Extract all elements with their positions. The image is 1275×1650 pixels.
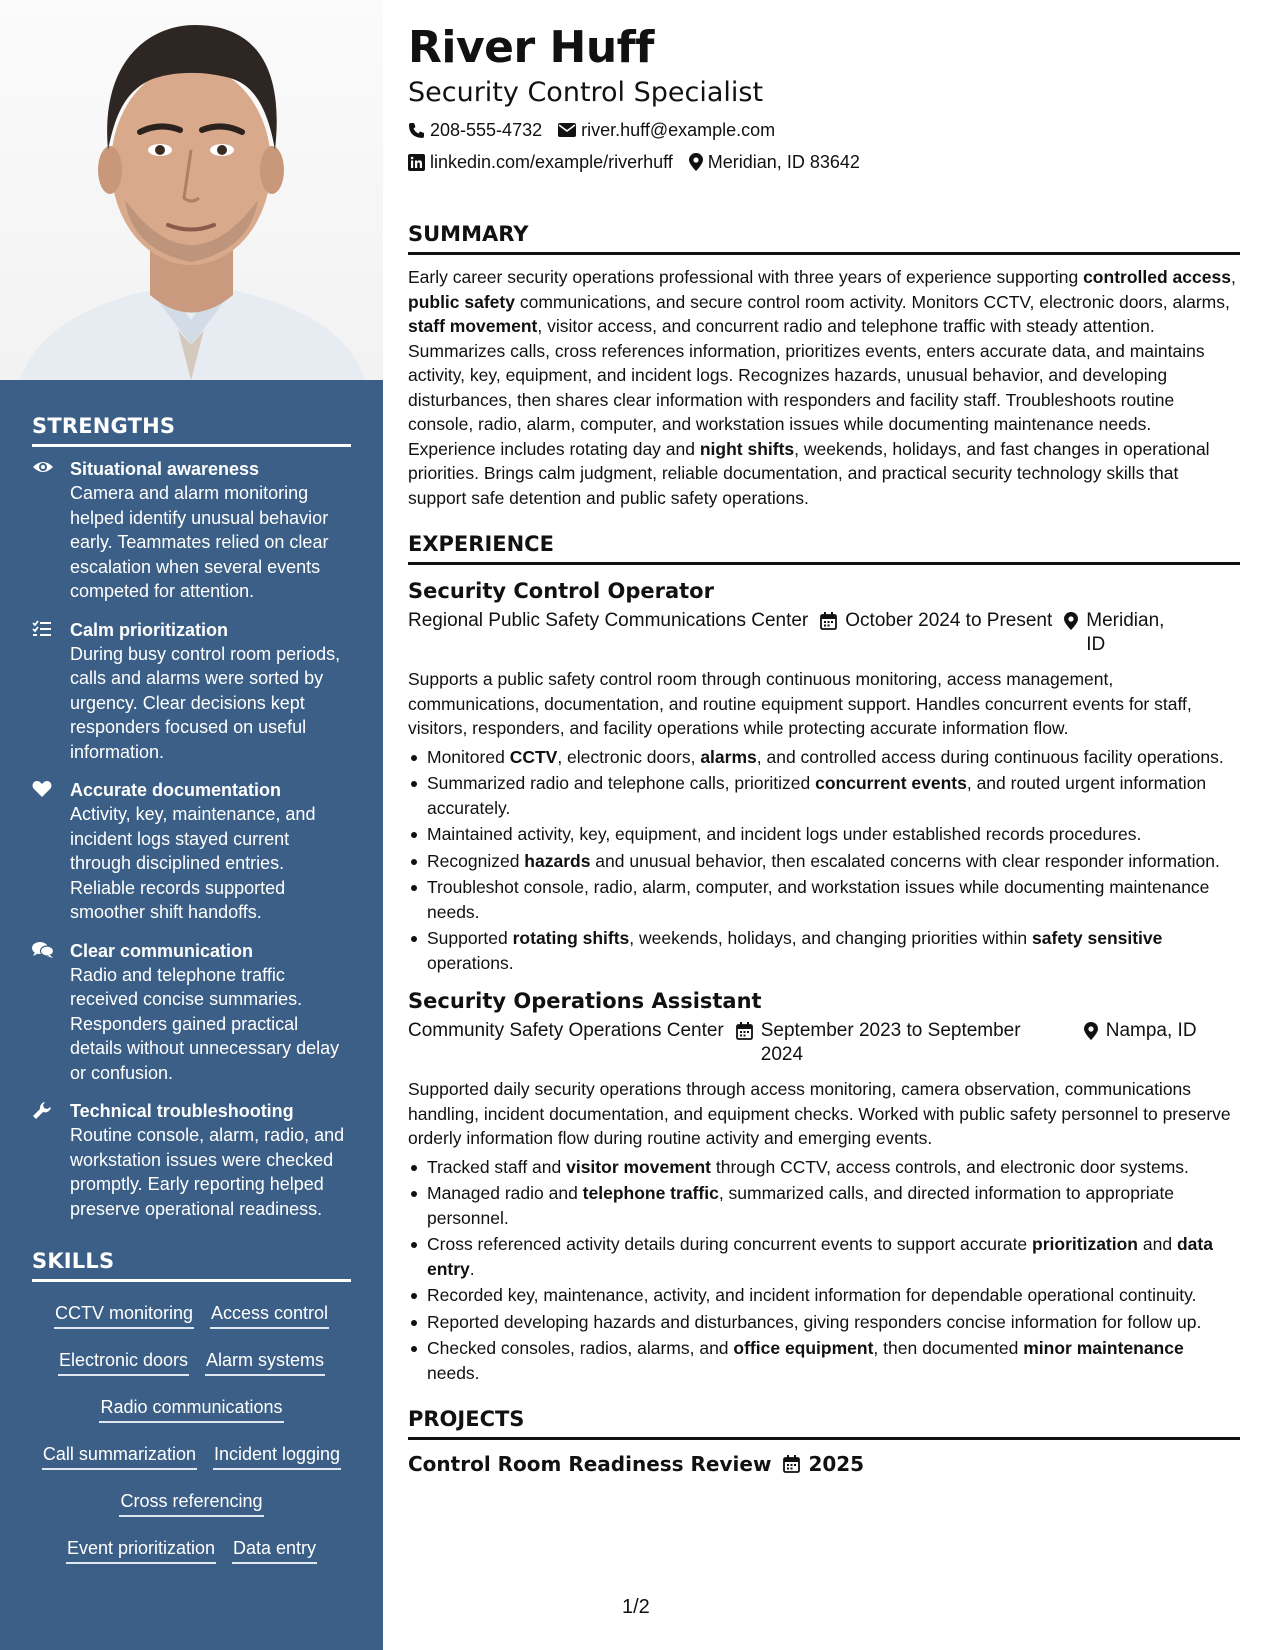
summary-heading: SUMMARY bbox=[408, 222, 1240, 255]
bullet-text-segment: , electronic doors, bbox=[557, 746, 701, 767]
bullet-text-segment: Recognized bbox=[427, 850, 525, 871]
job-org: Community Safety Operations Center bbox=[408, 1020, 724, 1041]
contact-row bbox=[408, 118, 1240, 142]
map-pin-icon bbox=[1064, 612, 1078, 630]
bullet-text-segment: Maintained activity, key, equipment, and incident logs under established records procedures. bbox=[427, 824, 1142, 844]
job-title: Security Operations Assistant bbox=[408, 989, 762, 1013]
phone-contact[interactable] bbox=[408, 118, 542, 142]
bullet-item bbox=[408, 1336, 1240, 1385]
job-date bbox=[736, 1019, 1056, 1067]
job-org: Regional Public Safety Communications Center bbox=[408, 610, 809, 631]
calendar-icon bbox=[736, 1022, 753, 1040]
bullet-text-segment: operations. bbox=[427, 952, 514, 973]
strength-text: Routine console, alarm, radio, and workstation issues were checked promptly. Early reporting helped preserve operational readiness. bbox=[70, 1125, 345, 1219]
strength-title: Accurate documentation bbox=[70, 780, 282, 800]
summary-text-segment: , bbox=[1230, 267, 1236, 287]
bullet-text-segment: Managed radio and bbox=[427, 1183, 583, 1203]
bullet-text-bold: safety sensitive bbox=[1032, 928, 1163, 948]
summary-text-bold: controlled access bbox=[1083, 267, 1231, 287]
bullet-text-bold: CCTV bbox=[509, 746, 558, 767]
bullet-text-segment: Troubleshot console, radio, alarm, computer, and workstation issues while documenting maintenance needs. bbox=[427, 877, 1210, 922]
calendar-icon bbox=[820, 612, 837, 630]
job-bullets bbox=[408, 745, 1240, 976]
bullet-text-segment: , then documented bbox=[873, 1338, 1024, 1358]
job-date bbox=[820, 609, 1052, 657]
bullet-text-segment: Summarized radio and telephone calls, prioritized bbox=[427, 773, 816, 793]
job-meta bbox=[408, 609, 1240, 657]
bullet-text-segment: Cross referenced activity details during concurrent events to support accurate bbox=[427, 1234, 1033, 1254]
job-location bbox=[1064, 609, 1182, 657]
skill-tag: Radio communications bbox=[99, 1395, 283, 1423]
skill-tag: Data entry bbox=[232, 1536, 317, 1564]
summary-text-bold: public safety bbox=[408, 291, 515, 312]
comments-icon bbox=[32, 939, 70, 1086]
skills-list bbox=[32, 1294, 351, 1576]
bullet-text-segment: , weekends, holidays, and changing priorities within bbox=[629, 928, 1033, 948]
skill-tag: CCTV monitoring bbox=[54, 1301, 194, 1329]
contact-row bbox=[408, 150, 1240, 174]
skill-tag: Alarm systems bbox=[205, 1348, 325, 1376]
candidate-name: River Huff bbox=[408, 22, 654, 73]
job-description: Supported daily security operations through access monitoring, camera observation, communications handling, incident documentation, and equipment checks. Worked with public safety personnel to preserve orderly information flow during routine activity and emerging events. bbox=[408, 1079, 1231, 1148]
bullet-text-segment: , and routed urgent information accurately. bbox=[427, 773, 1207, 818]
linkedin-contact[interactable] bbox=[408, 150, 673, 174]
eye-icon bbox=[32, 457, 70, 604]
summary-text-segment: Early career security operations professional with three years of experience supporting bbox=[408, 267, 1084, 287]
phone-text: 208-555-4732 bbox=[430, 120, 543, 140]
bullet-text-bold: prioritization bbox=[1032, 1234, 1138, 1254]
strength-text: Activity, key, maintenance, and incident logs stayed current through disciplined entries. Reliable records supported smoother shift handoffs. bbox=[70, 804, 316, 922]
project-entry bbox=[408, 1452, 1240, 1476]
bullet-item bbox=[408, 1155, 1240, 1180]
strength-text: During busy control room periods, calls and alarms were sorted by urgency. Clear decisions kept responders focused on useful information. bbox=[70, 643, 341, 762]
strength-title: Calm prioritization bbox=[70, 619, 229, 640]
projects-heading: PROJECTS bbox=[408, 1407, 1240, 1440]
job-location-text: Meridian, ID bbox=[1086, 610, 1165, 655]
bullet-text-segment: . bbox=[469, 1258, 475, 1279]
bullet-text-segment: Reported developing hazards and disturbances, giving responders concise information for follow up. bbox=[427, 1311, 1202, 1332]
location-contact bbox=[689, 150, 860, 174]
profile-photo bbox=[0, 0, 383, 380]
bullet-text-segment: needs. bbox=[427, 1362, 480, 1383]
bullet-item bbox=[408, 822, 1240, 847]
linkedin-icon bbox=[408, 154, 425, 171]
strength-item bbox=[32, 457, 351, 604]
phone-icon bbox=[408, 122, 425, 139]
bullet-text-segment: and unusual behavior, then escalated concerns with clear responder information. bbox=[590, 850, 1220, 871]
wrench-icon bbox=[32, 1099, 70, 1221]
bullet-text-bold: rotating shifts bbox=[512, 928, 630, 948]
list-check-icon bbox=[32, 618, 70, 765]
email-text: river.huff@example.com bbox=[581, 120, 776, 140]
bullet-text-bold: minor maintenance bbox=[1023, 1338, 1184, 1358]
job-description: Supports a public safety control room through continuous monitoring, access management, communications, documentation, and routine equipment support. Handles concurrent events for staff, visitors, responders, and facility operations while protecting accurate information flow. bbox=[408, 669, 1192, 738]
job-date-text: October 2024 to Present bbox=[845, 610, 1053, 631]
bullet-item bbox=[408, 1283, 1240, 1308]
bullet-item bbox=[408, 1232, 1240, 1281]
strength-item bbox=[32, 778, 351, 925]
skill-tag: Access control bbox=[210, 1301, 329, 1329]
email-contact[interactable] bbox=[558, 118, 775, 142]
strength-title: Clear communication bbox=[70, 940, 254, 961]
strength-item bbox=[32, 618, 351, 765]
project-title: Control Room Readiness Review bbox=[408, 1452, 772, 1476]
bullet-text-bold: office equipment bbox=[733, 1338, 874, 1358]
bullet-text-segment: Recorded key, maintenance, activity, and incident information for dependable operational continuity. bbox=[427, 1285, 1197, 1305]
job-entry bbox=[408, 987, 1240, 1385]
project-date: 2025 bbox=[808, 1452, 865, 1476]
strength-title: Situational awareness bbox=[70, 459, 260, 479]
strength-title: Technical troubleshooting bbox=[70, 1101, 294, 1121]
heart-icon bbox=[32, 778, 70, 925]
bullet-text-bold: data entry bbox=[427, 1234, 1213, 1279]
bullet-item bbox=[408, 1181, 1240, 1230]
job-entry bbox=[408, 577, 1240, 975]
bullet-text-segment: through CCTV, access controls, and electronic door systems. bbox=[711, 1156, 1189, 1177]
sidebar bbox=[0, 0, 383, 1650]
job-date-text: September 2023 to September 2024 bbox=[760, 1020, 1021, 1065]
bullet-text-bold: hazards bbox=[524, 850, 591, 871]
strengths-heading: STRENGTHS bbox=[32, 414, 351, 447]
candidate-title: Security Control Specialist bbox=[408, 77, 764, 108]
skill-tag: Incident logging bbox=[213, 1442, 341, 1470]
summary-text bbox=[408, 265, 1240, 510]
bullet-item bbox=[408, 1310, 1240, 1335]
strength-text: Radio and telephone traffic received concise summaries. Responders gained practical details without unnecessary delay or confusion. bbox=[70, 964, 340, 1083]
location-text: Meridian, ID 83642 bbox=[707, 152, 860, 172]
bullet-text-segment: , and controlled access during continuous facility operations. bbox=[756, 746, 1224, 767]
strength-text: Camera and alarm monitoring helped identify unusual behavior early. Teammates relied on clear escalation when several events competed for attention. bbox=[70, 483, 329, 601]
map-pin-icon bbox=[1084, 1022, 1098, 1040]
summary-text-segment: , visitor access, and concurrent radio and telephone traffic with steady attention. Summarizes calls, cross references information, prioritizes events, enters accurate data, and maintains activity, key, equipment, and incident logs. Recognizes hazards, unusual behavior, and developing disturbances, then shares clear information with responders and facility staff. Troubleshoots routine console, radio, alarm, computer, and workstation issues while documenting maintenance needs. Experience includes rotating day and bbox=[408, 316, 1205, 459]
bullet-text-segment: Tracked staff and bbox=[427, 1156, 567, 1177]
strengths-list bbox=[32, 457, 351, 1221]
strength-item bbox=[32, 1099, 351, 1221]
map-pin-icon bbox=[689, 153, 703, 171]
skill-tag: Cross referencing bbox=[119, 1489, 263, 1517]
job-location-text: Nampa, ID bbox=[1105, 1020, 1197, 1041]
strength-item bbox=[32, 939, 351, 1086]
page-number: 1/2 bbox=[622, 1596, 650, 1618]
bullet-text-bold: concurrent events bbox=[815, 773, 967, 793]
bullet-text-segment: Supported bbox=[427, 928, 513, 948]
skill-tag: Event prioritization bbox=[66, 1536, 216, 1564]
bullet-text-bold: alarms bbox=[700, 746, 757, 767]
portrait-illustration bbox=[0, 0, 383, 380]
summary-text-bold: night shifts bbox=[699, 438, 795, 459]
summary-text-segment: , weekends, holidays, and fast changes in operational priorities. Brings calm judgment, reliable documentation, and practical security technology skills that support safe detention and public safety operations. bbox=[408, 438, 1210, 508]
bullet-text-segment: Checked consoles, radios, alarms, and bbox=[427, 1338, 734, 1358]
bullet-item bbox=[408, 926, 1240, 975]
calendar-icon bbox=[783, 1455, 800, 1473]
bullet-text-bold: visitor movement bbox=[566, 1156, 712, 1177]
bullet-text-bold: telephone traffic bbox=[582, 1183, 719, 1203]
job-title: Security Control Operator bbox=[408, 579, 714, 603]
bullet-item bbox=[408, 745, 1240, 770]
experience-heading: EXPERIENCE bbox=[408, 532, 1240, 565]
summary-text-segment: communications, and secure control room activity. Monitors CCTV, electronic doors, alarms, bbox=[514, 291, 1230, 312]
job-bullets bbox=[408, 1155, 1240, 1386]
job-meta bbox=[408, 1019, 1240, 1067]
bullet-item bbox=[408, 875, 1240, 924]
skills-heading: SKILLS bbox=[32, 1249, 351, 1282]
linkedin-text: linkedin.com/example/riverhuff bbox=[430, 152, 673, 172]
envelope-icon bbox=[558, 123, 576, 137]
main-content bbox=[408, 20, 1240, 1476]
skill-tag: Electronic doors bbox=[58, 1348, 189, 1376]
bullet-item bbox=[408, 849, 1240, 874]
skill-tag: Call summarization bbox=[42, 1442, 197, 1470]
summary-text-bold: staff movement bbox=[408, 316, 538, 336]
job-location bbox=[1084, 1019, 1197, 1067]
bullet-text-segment: Monitored bbox=[427, 746, 510, 767]
bullet-item bbox=[408, 771, 1240, 820]
bullet-text-segment: and bbox=[1138, 1234, 1177, 1254]
bullet-text-segment: , summarized calls, and directed information to appropriate personnel. bbox=[427, 1183, 1175, 1228]
